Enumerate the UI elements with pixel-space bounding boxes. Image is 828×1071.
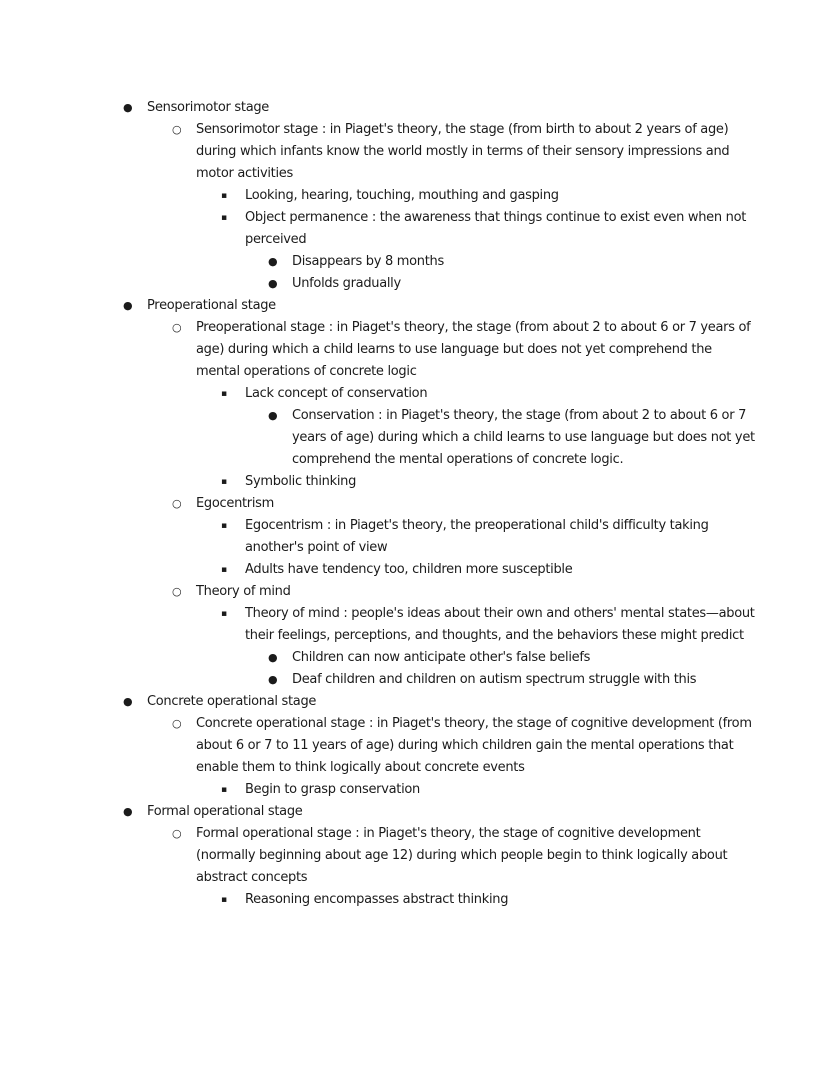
outline-item-text: Object permanence : the awareness that things continue to exist even when not perceived (245, 210, 747, 247)
square-bullet-icon: ▪ (221, 565, 227, 575)
outline-item-text: Formal operational stage : in Piaget's theory, the stage of cognitive development (normally beginning about age 12) during which people begin to think logically about abstract concepts (196, 826, 728, 885)
outline-item (221, 185, 758, 207)
outline-item (221, 779, 758, 801)
outline-item (221, 515, 758, 559)
outline-item (221, 559, 758, 581)
outline-item-text: Theory of mind : people's ideas about their own and others' mental states—about their feelings, perceptions, and thoughts, and the behaviors these might predict (245, 606, 755, 643)
disc-bullet-icon: ● (268, 651, 278, 664)
outline-item-text: Sensorimotor stage (147, 100, 270, 115)
outline-item-text: Unfolds gradually (292, 276, 401, 291)
square-bullet-icon: ▪ (221, 389, 227, 399)
square-bullet-icon: ▪ (221, 521, 227, 531)
disc-bullet-icon: ● (123, 299, 133, 312)
outline-item (172, 713, 758, 779)
outline-item (221, 603, 758, 647)
outline-item-text: Theory of mind (196, 584, 291, 599)
notes-outline (0, 97, 758, 911)
outline-item (123, 295, 758, 317)
outline-item-text: Reasoning encompasses abstract thinking (245, 892, 509, 907)
outline-item-text: Begin to grasp conservation (245, 782, 420, 797)
outline-item-text: Conservation : in Piaget's theory, the stage (from about 2 to about 6 or 7 years of age) during which a child learns to use language but does not yet comprehend the mental operations of concrete logic. (292, 408, 755, 467)
square-bullet-icon: ▪ (221, 213, 227, 223)
outline-item (123, 801, 758, 823)
outline-item-text: Symbolic thinking (245, 474, 357, 489)
outline-item (221, 889, 758, 911)
outline-item (172, 493, 758, 515)
disc-bullet-icon: ● (123, 101, 133, 114)
outline-item (123, 691, 758, 713)
outline-item (268, 669, 758, 691)
outline-item (123, 97, 758, 119)
disc-bullet-icon: ● (268, 673, 278, 686)
square-bullet-icon: ▪ (221, 191, 227, 201)
circle-bullet-icon: ○ (172, 585, 182, 598)
outline-item-text: Adults have tendency too, children more susceptible (245, 562, 573, 577)
outline-item (221, 471, 758, 493)
outline-item-text: Disappears by 8 months (292, 254, 444, 269)
outline-item-text: Formal operational stage (147, 804, 303, 819)
outline-item-text: Concrete operational stage : in Piaget's theory, the stage of cognitive development (from about 6 or 7 to 11 years of age) during which children gain the mental operations that enable them to think logically about concrete events (196, 716, 752, 775)
outline-item (268, 647, 758, 669)
outline-item (268, 405, 758, 471)
outline-item (221, 383, 758, 405)
outline-item (172, 317, 758, 383)
outline-item (172, 119, 758, 185)
circle-bullet-icon: ○ (172, 321, 182, 334)
square-bullet-icon: ▪ (221, 609, 227, 619)
outline-item-text: Looking, hearing, touching, mouthing and gasping (245, 188, 559, 203)
outline-item-text: Children can now anticipate other's false beliefs (292, 650, 591, 665)
outline-item-text: Egocentrism : in Piaget's theory, the preoperational child's difficulty taking another's point of view (245, 518, 709, 555)
outline-item-text: Lack concept of conservation (245, 386, 428, 401)
disc-bullet-icon: ● (268, 255, 278, 268)
outline-item (268, 273, 758, 295)
disc-bullet-icon: ● (268, 277, 278, 290)
outline-item-text: Sensorimotor stage : in Piaget's theory, the stage (from birth to about 2 years of age) during which infants know the world mostly in terms of their sensory impressions and motor activities (196, 122, 730, 181)
circle-bullet-icon: ○ (172, 827, 182, 840)
outline-item (172, 581, 758, 603)
square-bullet-icon: ▪ (221, 895, 227, 905)
outline-item-text: Preoperational stage (147, 298, 276, 313)
square-bullet-icon: ▪ (221, 477, 227, 487)
outline-item (268, 251, 758, 273)
outline-item (172, 823, 758, 889)
outline-item (221, 207, 758, 251)
disc-bullet-icon: ● (123, 695, 133, 708)
outline-item-text: Deaf children and children on autism spectrum struggle with this (292, 672, 697, 687)
circle-bullet-icon: ○ (172, 123, 182, 136)
circle-bullet-icon: ○ (172, 497, 182, 510)
disc-bullet-icon: ● (123, 805, 133, 818)
outline-item-text: Preoperational stage : in Piaget's theory, the stage (from about 2 to about 6 or 7 years of age) during which a child learns to use language but does not yet comprehend the mental operations of concrete logic (196, 320, 751, 379)
outline-item-text: Egocentrism (196, 496, 274, 511)
circle-bullet-icon: ○ (172, 717, 182, 730)
square-bullet-icon: ▪ (221, 785, 227, 795)
disc-bullet-icon: ● (268, 409, 278, 422)
outline-item-text: Concrete operational stage (147, 694, 317, 709)
